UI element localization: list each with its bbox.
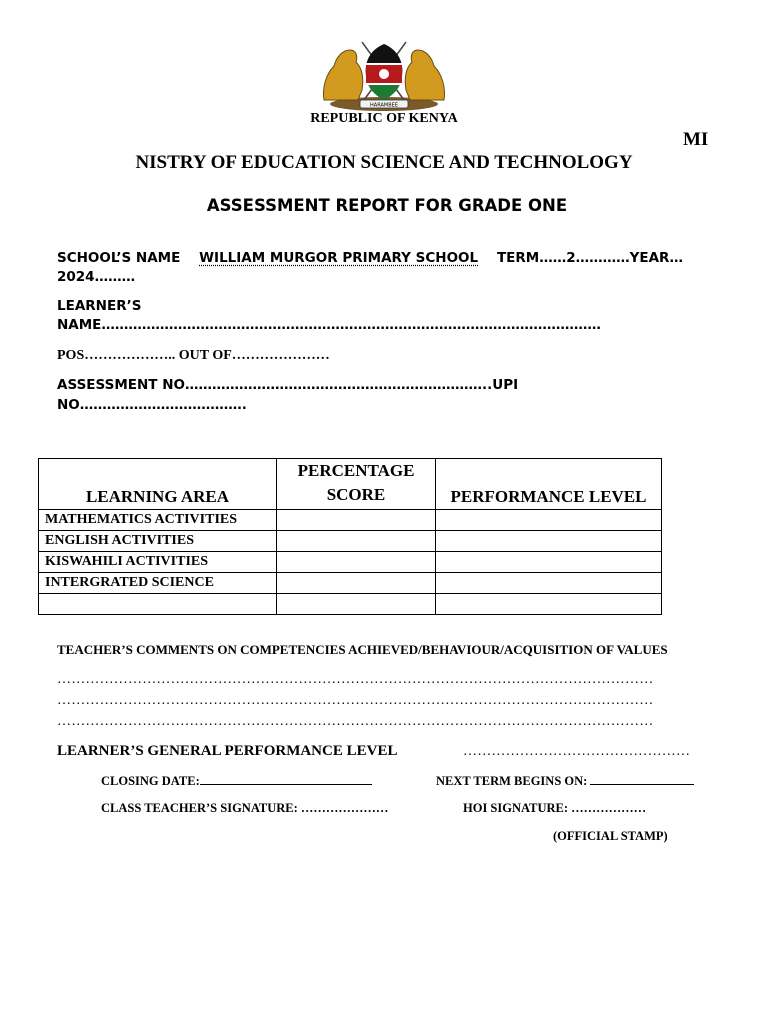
learning-area-cell: INTERGRATED SCIENCE (39, 573, 277, 594)
table-row (39, 573, 662, 594)
school-label: SCHOOL’S NAME (57, 250, 181, 266)
comment-line[interactable]: ……………………………………………………………………………………………………………… (57, 672, 654, 687)
motto-text: HARAMBEE (370, 102, 398, 109)
score-cell[interactable] (277, 510, 436, 531)
year-value: 2024……… (57, 269, 136, 285)
left-lion (323, 50, 362, 100)
assessment-table (38, 458, 662, 615)
header-percentage: PERCENTAGE (297, 461, 415, 480)
closing-date-field[interactable] (200, 774, 372, 785)
table-row (39, 552, 662, 573)
learner-label: LEARNER’S (57, 298, 142, 314)
header-percentage-score (277, 459, 436, 510)
table-header-row (39, 459, 662, 510)
next-term-line (436, 774, 694, 789)
right-lion (405, 50, 444, 100)
table-row (39, 531, 662, 552)
header-score: SCORE (326, 485, 386, 504)
performance-cell[interactable] (436, 573, 662, 594)
header-performance-level: PERFORMANCE LEVEL (436, 459, 662, 510)
learning-area-cell[interactable] (39, 594, 277, 615)
score-cell[interactable] (277, 552, 436, 573)
report-title: ASSESSMENT REPORT FOR GRADE ONE (206, 196, 568, 215)
kenya-coat-of-arms (318, 38, 450, 112)
score-cell[interactable] (277, 573, 436, 594)
learning-area-cell: KISWAHILI ACTIVITIES (39, 552, 277, 573)
rooster-emblem (379, 69, 389, 79)
score-cell[interactable] (277, 531, 436, 552)
performance-cell[interactable] (436, 594, 662, 615)
ministry-heading: NISTRY OF EDUCATION SCIENCE AND TECHNOLOGY (135, 152, 633, 173)
closing-date-line (101, 774, 372, 789)
table-row (39, 594, 662, 615)
closing-date-label: CLOSING DATE: (101, 774, 200, 788)
performance-cell[interactable] (436, 510, 662, 531)
comments-label: TEACHER’S COMMENTS ON COMPETENCIES ACHIEVED/BEHAVIOUR/ACQUISITION OF VALUES (57, 642, 668, 657)
next-term-field[interactable] (590, 774, 694, 785)
school-line (57, 250, 683, 266)
term-year-text: TERM……2…………YEAR… (496, 250, 683, 266)
position-field: POS……………….. OUT OF………………… (57, 348, 330, 363)
learner-name-field: NAME………………………………………………………………………………………………… (57, 317, 601, 333)
comment-line[interactable]: ……………………………………………………………………………………………………………… (57, 714, 654, 729)
performance-cell[interactable] (436, 531, 662, 552)
next-term-label: NEXT TERM BEGINS ON: (436, 774, 588, 788)
official-stamp-label: (OFFICIAL STAMP) (553, 829, 668, 843)
country-heading: REPUBLIC OF KENYA (310, 111, 458, 126)
general-performance-label: LEARNER’S GENERAL PERFORMANCE LEVEL (57, 743, 398, 759)
learning-area-cell: MATHEMATICS ACTIVITIES (39, 510, 277, 531)
header-learning-area: LEARNING AREA (39, 459, 277, 510)
assessment-number-field: ASSESSMENT NO…………………………………………………………..UPI (57, 377, 519, 393)
performance-cell[interactable] (436, 552, 662, 573)
general-performance-field[interactable]: ………………………………………… (463, 744, 691, 759)
edge-text: MI (683, 129, 709, 150)
hoi-signature-field[interactable]: HOI SIGNATURE: ……………… (463, 801, 647, 815)
learning-area-cell: ENGLISH ACTIVITIES (39, 531, 277, 552)
upi-number-field: NO………………………………. (57, 397, 247, 413)
score-cell[interactable] (277, 594, 436, 615)
school-name-value: WILLIAM MURGOR PRIMARY SCHOOL (199, 250, 479, 266)
table-row (39, 510, 662, 531)
teacher-signature-field[interactable]: CLASS TEACHER’S SIGNATURE: ………………… (101, 801, 389, 815)
comment-line[interactable]: ……………………………………………………………………………………………………………… (57, 693, 654, 708)
